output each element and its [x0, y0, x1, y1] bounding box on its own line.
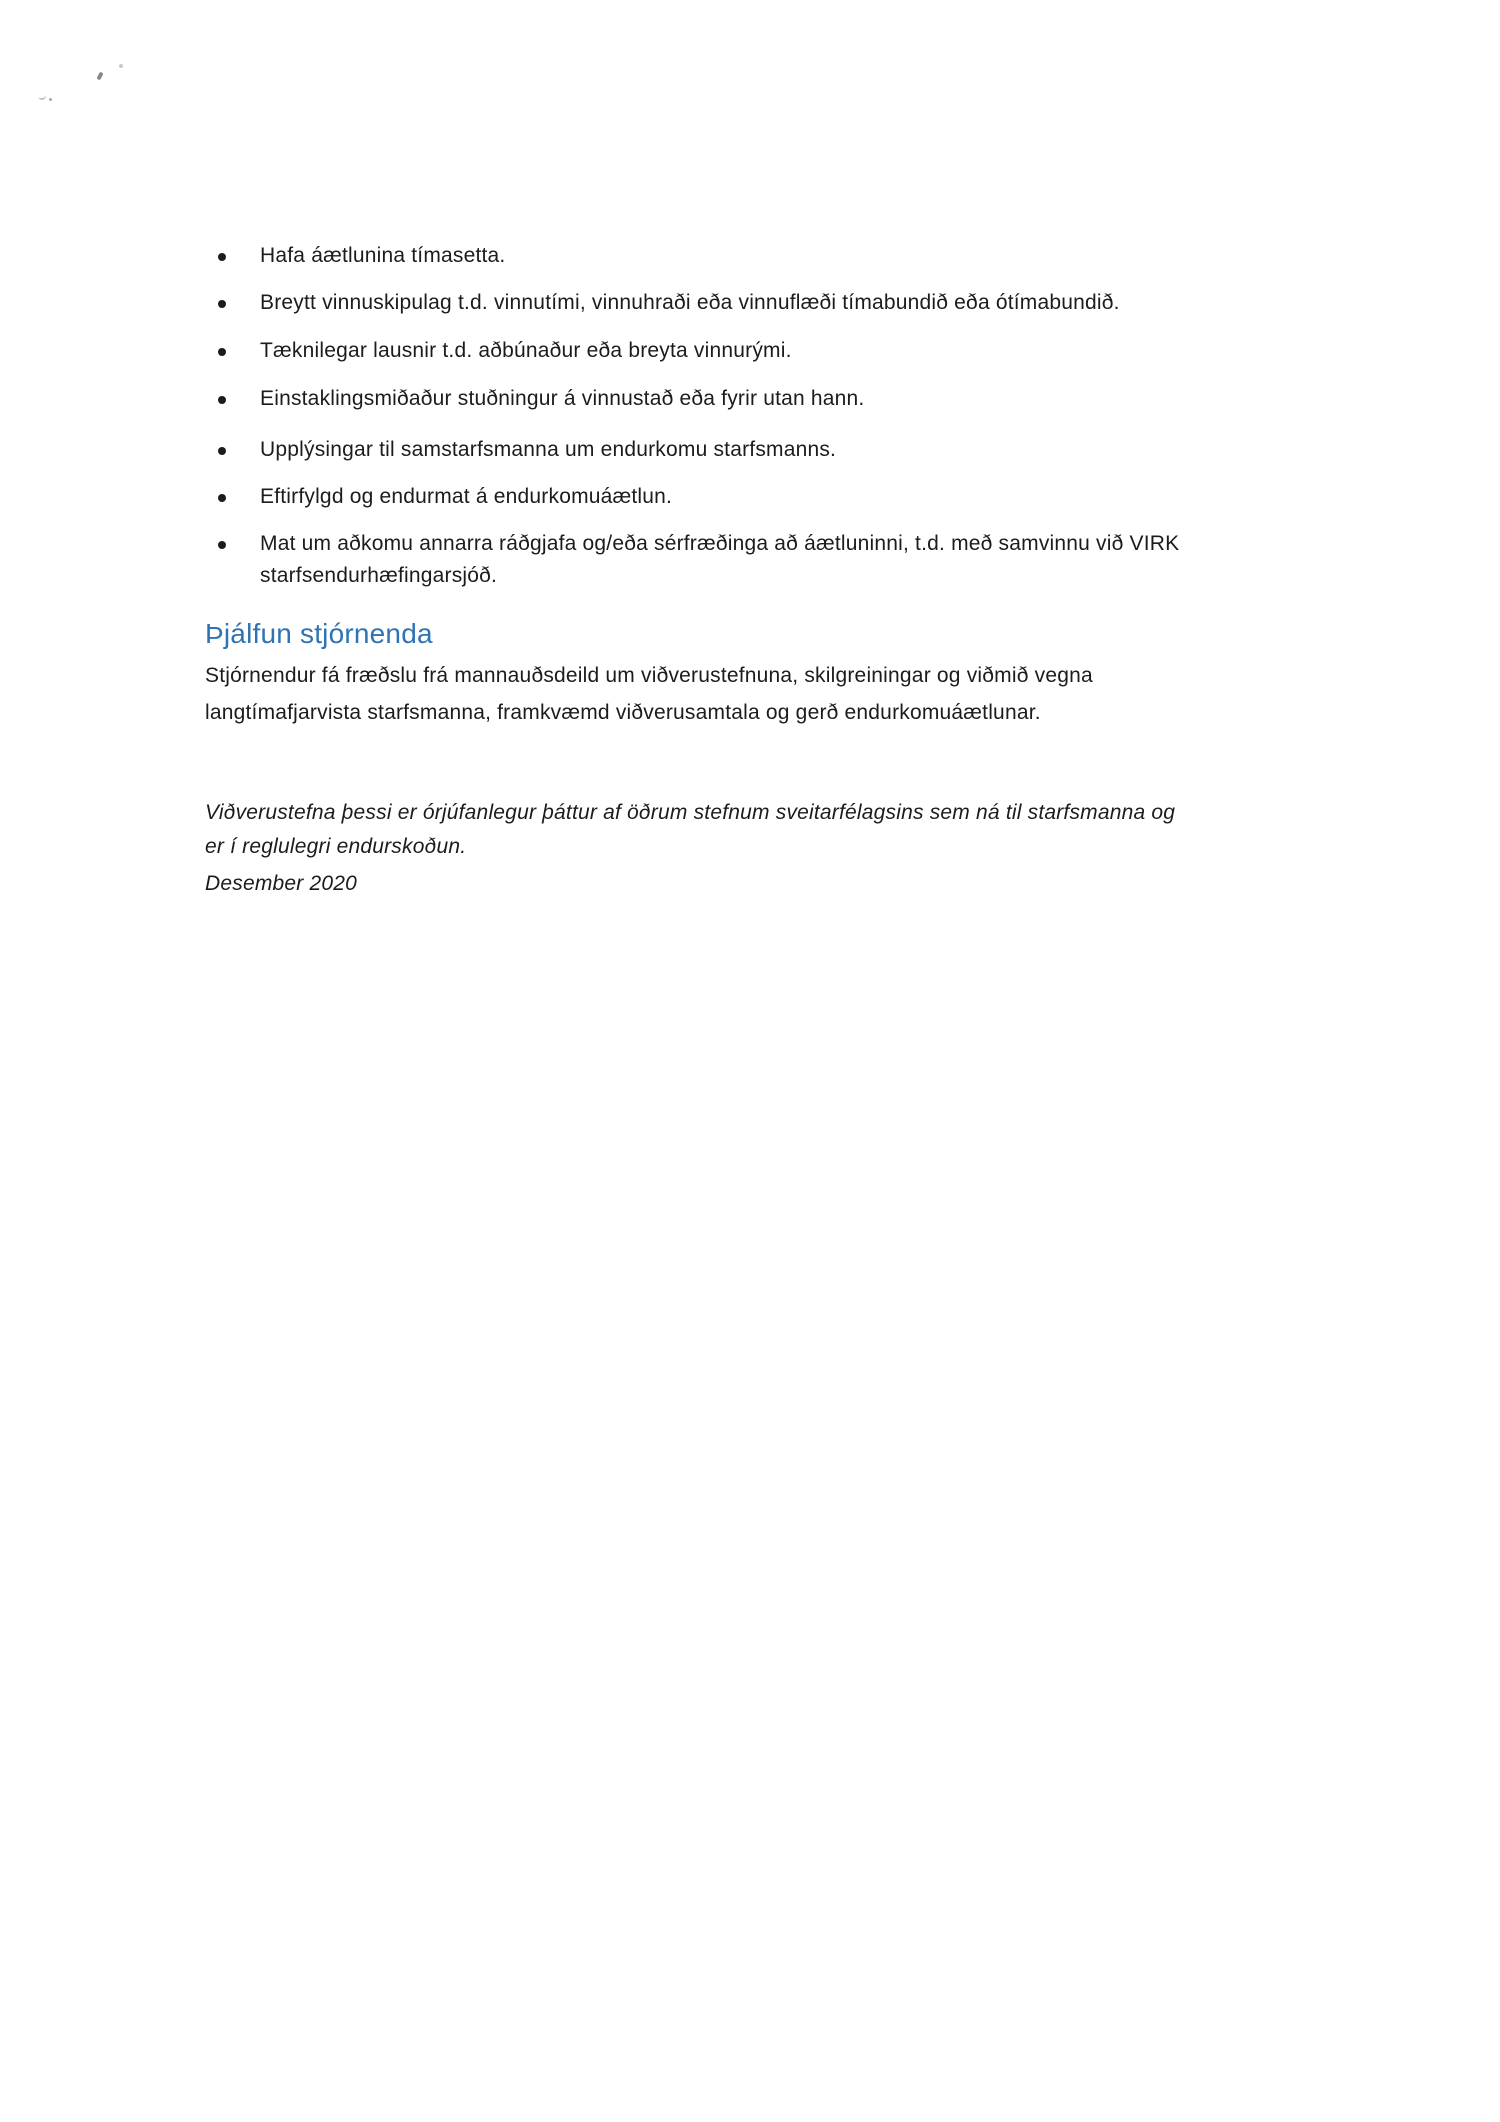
note-line: Viðverustefna þessi er órjúfanlegur þáttur af öðrum stefnum sveitarfélagsins sem ná til starfsmanna og	[205, 801, 1176, 824]
bullet-icon	[218, 300, 226, 308]
bullet-icon	[218, 494, 226, 502]
body-paragraph	[205, 657, 1093, 731]
paragraph-line: Stjórnendur fá fræðslu frá mannauðsdeild um viðverustefnuna, skilgreiningar og viðmið vegna	[205, 664, 1093, 687]
list-item-text: Tæknilegar lausnir t.d. aðbúnaður eða breyta vinnurými.	[260, 339, 792, 362]
list-item-text: Breytt vinnuskipulag t.d. vinnutími, vinnuhraði eða vinnuflæði tímabundið eða ótímabundið.	[260, 291, 1120, 314]
bullet-icon	[218, 447, 226, 455]
list-item	[218, 335, 792, 367]
bullet-icon	[218, 396, 226, 404]
document-date: Desember 2020	[205, 872, 358, 895]
scan-artifact	[119, 64, 123, 68]
list-item-line: starfsendurhæfingarsjóð.	[260, 564, 498, 587]
list-item	[218, 434, 836, 466]
bullet-icon	[218, 348, 226, 356]
list-item-text: Hafa áætlunina tímasetta.	[260, 244, 506, 267]
list-item-line: Mat um aðkomu annarra ráðgjafa og/eða sérfræðinga að áætluninni, t.d. með samvinnu við VIRK	[260, 532, 1180, 555]
section-heading: Þjálfun stjórnenda	[205, 618, 433, 649]
list-item-text: Upplýsingar til samstarfsmanna um endurkomu starfsmanns.	[260, 438, 837, 461]
list-item	[218, 481, 672, 513]
list-item-text	[260, 528, 1179, 592]
closing-note	[205, 796, 1175, 864]
list-item-text: Einstaklingsmiðaður stuðningur á vinnustað eða fyrir utan hann.	[260, 387, 865, 410]
paragraph-line: langtímafjarvista starfsmanna, framkvæmd viðverusamtala og gerð endurkomuáætlunar.	[205, 701, 1041, 724]
scan-artifact	[96, 72, 103, 81]
list-item	[218, 383, 864, 415]
scan-artifact	[37, 91, 46, 100]
list-item	[218, 287, 1120, 319]
bullet-icon	[218, 541, 226, 549]
scan-artifact	[49, 98, 52, 101]
list-item-text: Eftirfylgd og endurmat á endurkomuáætlun.	[260, 485, 673, 508]
bullet-icon	[218, 253, 226, 261]
list-item	[218, 528, 1179, 592]
note-line: er í reglulegri endurskoðun.	[205, 835, 467, 858]
list-item	[218, 240, 505, 272]
